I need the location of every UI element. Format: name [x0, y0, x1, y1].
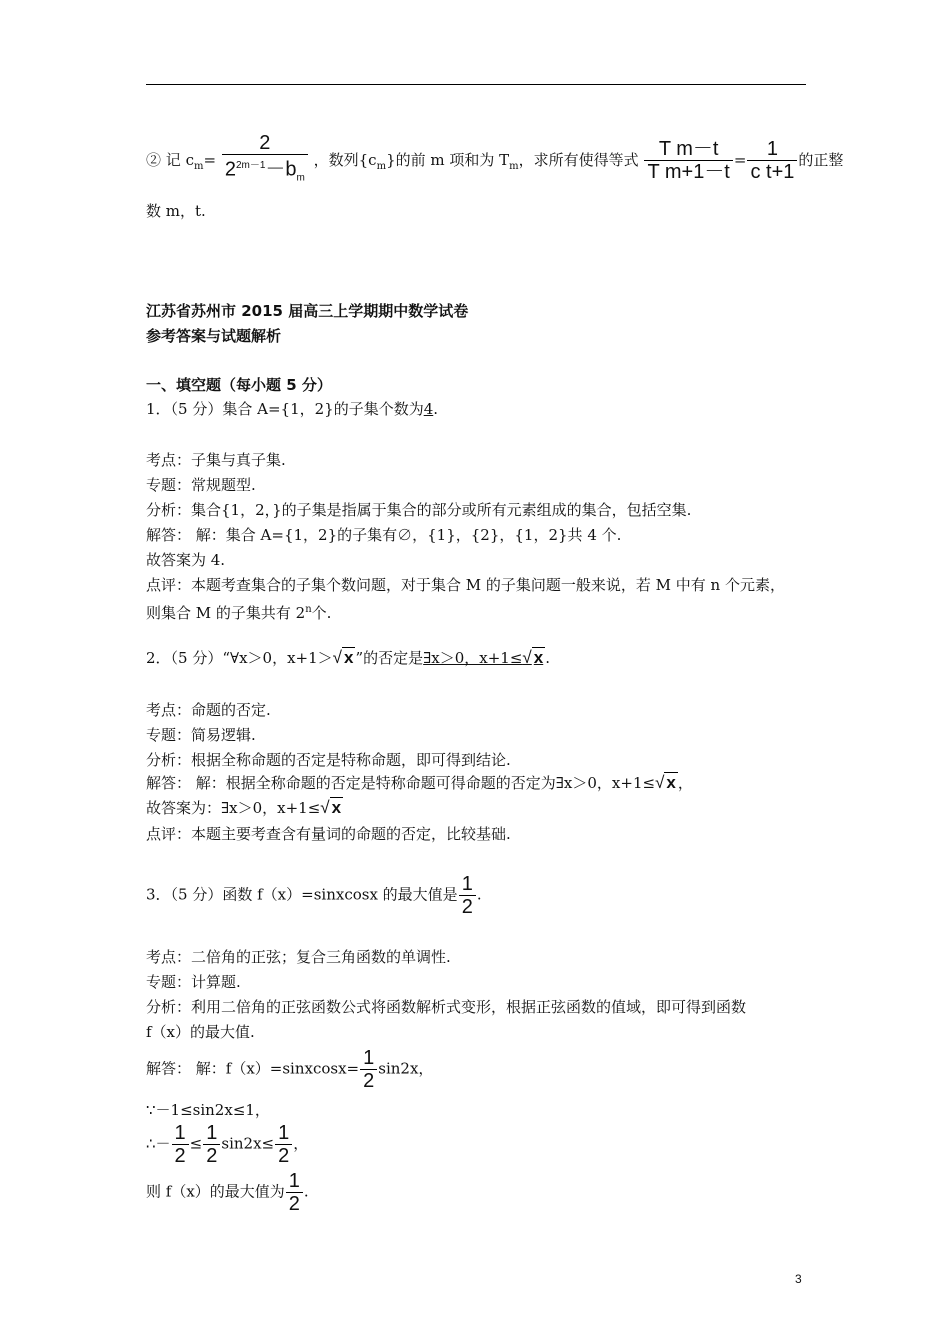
q1-answer: 4	[423, 400, 434, 418]
q2-zhuanti: 专题：简易逻辑.	[146, 726, 256, 744]
fraction: $\frac{1}{2}$	[203, 1122, 220, 1167]
q1-guda: 故答案为 4.	[146, 551, 226, 569]
q3-jieda: 解答： 解：f（x）=sinxcosx= $\frac{1}{2}$ sin2x，	[146, 1047, 434, 1092]
sqrt-icon: √ x	[332, 648, 354, 667]
fraction: $\frac{1}{2}$	[275, 1122, 292, 1167]
q1-dianping-2: 则集合 M 的子集共有 2$^n$个.	[146, 604, 332, 622]
q1-dianping-1: 点评：本题考查集合的子集个数问题，对于集合 M 的子集问题一般来说，若 M 中有 n 个元素，	[146, 576, 785, 594]
problem-line-1: ② 记 $c_m=$ $\frac{2}{2^{2m-1}-b_m}$ ，数列$\{c_m\}$的前 m 项和为 $T_m$，求所有使得等式 $\frac{\text{T m－t}}{\text{T m+1－t}}$ = $\frac{1}{\text{c t+1}}$ 的正整	[146, 132, 843, 190]
doc-title: 江苏省苏州市 2015 届高三上学期期中数学试卷	[146, 302, 469, 320]
header-rule	[146, 84, 806, 85]
q2-dianping: 点评：本题主要考查含有量词的命题的否定，比较基础.	[146, 825, 511, 843]
q3-answer: $\frac{1}{2}$	[459, 873, 476, 918]
q1-fenxi: 分析：集合{1，2，}的子集是指属于集合的部分或所有元素组成的集合，包括空集.	[146, 501, 692, 519]
q2-jieda: 解答： 解：根据全称命题的否定是特称命题可得命题的否定为∃x＞0，x+1≤√ x ，	[146, 773, 693, 792]
q2-fenxi: 分析：根据全称命题的否定是特称命题，即可得到结论.	[146, 751, 511, 769]
fraction-tm: $\frac{\text{T m－t}}{\text{T m+1－t}}$	[644, 138, 732, 183]
q3-therefore: ∴－ $\frac{1}{2}$ ≤ $\frac{1}{2}$ sin2x≤ $\frac{1}{2}$ ，	[146, 1122, 309, 1167]
q3-kaodian: 考点：二倍角的正弦；复合三角函数的单调性.	[146, 948, 451, 966]
q2-guda: 故答案为：∃x＞0，x+1≤√ x	[146, 798, 342, 817]
section-heading: 一、填空题（每小题 5 分）	[146, 376, 332, 394]
q3-zhuanti: 专题：计算题.	[146, 973, 241, 991]
q2-stem: 2．（5 分）“∀x＞0，x+1＞√ x ”的否定是∃x＞0，x+1≤√ x .	[146, 648, 551, 667]
q3-fenxi-1: 分析：利用二倍角的正弦函数公式将函数解析式变形，根据正弦函数的值域，即可得到函数	[146, 998, 747, 1016]
q1-zhuanti: 专题：常规题型.	[146, 476, 256, 494]
q2-answer: ∃x＞0，x+1≤√ x	[423, 648, 544, 667]
q3-because: ∵－1≤sin2x≤1，	[146, 1101, 270, 1119]
page-number: 3	[795, 1272, 802, 1286]
q3-fenxi-2: f（x）的最大值.	[146, 1023, 255, 1041]
sqrt-icon: √ x	[320, 798, 342, 817]
fraction: $\frac{1}{2}$	[360, 1047, 377, 1092]
problem-line-2: 数 m，t.	[146, 202, 206, 220]
fraction: $\frac{1}{2}$	[286, 1170, 303, 1215]
q1-stem: 1．（5 分）集合 A={1，2}的子集个数为4.	[146, 400, 439, 418]
sqrt-icon: √ x	[522, 648, 544, 667]
doc-subtitle: 参考答案与试题解析	[146, 327, 282, 345]
fraction-ct: $\frac{1}{\text{c t+1}}$	[747, 138, 797, 183]
q1-kaodian: 考点：子集与真子集.	[146, 451, 286, 469]
fraction: $\frac{1}{2}$	[172, 1122, 189, 1167]
sqrt-icon: √ x	[655, 773, 676, 792]
q2-kaodian: 考点：命题的否定.	[146, 701, 271, 719]
q1-jieda: 解答： 解：集合 A={1，2}的子集有∅，{1}，{2}，{1，2}共 4 个.	[146, 526, 622, 544]
circle-number: ②	[146, 150, 162, 169]
fraction-cm: $\frac{2}{2^{2m-1}-b_m}$	[222, 132, 308, 190]
q3-final: 则 f（x）的最大值为 $\frac{1}{2}$ .	[146, 1170, 309, 1215]
q3-stem: 3．（5 分）函数 f（x）=sinxcosx 的最大值是 $\frac{1}{2}$ .	[146, 873, 482, 918]
